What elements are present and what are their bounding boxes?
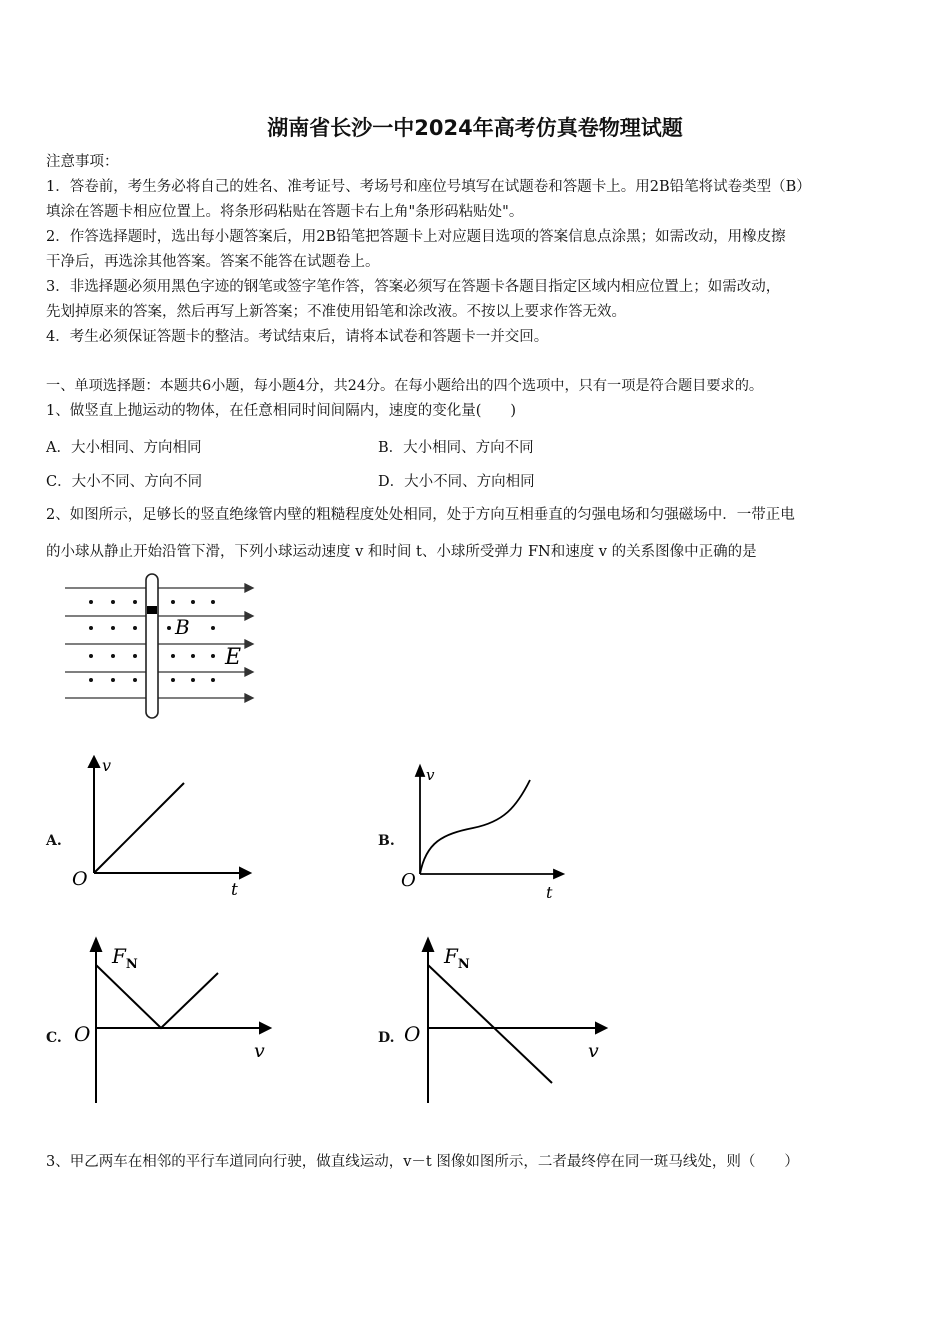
graph-d	[400, 935, 615, 1107]
question-1-stem: 1、做竖直上抛运动的物体，在任意相同时间间隔内，速度的变化量( )	[46, 403, 517, 419]
origin-label: O	[74, 1022, 91, 1046]
v-t-curve	[420, 780, 530, 874]
graph-b	[398, 762, 578, 904]
fn-axis-label: $F_N$	[112, 944, 138, 972]
option-c: C．大小不同、方向不同	[46, 474, 203, 490]
graph-b-label: B.	[378, 833, 395, 849]
option-d: D．大小不同、方向相同	[378, 474, 535, 490]
notice-line: 4．考生必须保证答题卡的整洁。考试结束后，请将本试卷和答题卡一并交回。	[46, 329, 549, 345]
option-a: A．大小相同、方向相同	[46, 440, 202, 456]
option-b: B．大小相同、方向不同	[378, 440, 534, 456]
notice-line: 1．答卷前，考生务必将自己的姓名、准考证号、考场号和座位号填写在试题卷和答题卡上。用2B铅笔将试卷类型（B）	[46, 179, 811, 195]
t-axis-label: t	[546, 883, 553, 902]
notice-heading: 注意事项：	[46, 154, 119, 170]
t-axis-label: t	[231, 880, 238, 900]
fn-axis-label: $F_N$	[444, 944, 470, 972]
graph-c-label: C.	[46, 1030, 62, 1046]
charged-ball	[147, 606, 157, 614]
electric-field-label: E	[225, 645, 242, 670]
origin-label: O	[72, 868, 88, 890]
magnetic-field-label: B	[175, 615, 190, 639]
section-heading: 一、单项选择题：本题共6小题，每小题4分，共24分。在每小题给出的四个选项中，只有一项是符合题目要求的。	[46, 378, 764, 394]
field-tube-figure	[55, 570, 265, 730]
insulating-tube	[146, 574, 158, 718]
graph-d-label: D.	[378, 1030, 395, 1046]
question-2-stem-line1: 2、如图所示，足够长的竖直绝缘管内壁的粗糙程度处处相同，处于方向互相垂直的匀强电场和匀强磁场中．一带正电	[46, 507, 795, 523]
v-axis-label: v	[254, 1040, 265, 1062]
graph-a-label: A.	[46, 833, 62, 849]
notice-line: 干净后，再选涂其他答案。答案不能答在试题卷上。	[46, 254, 380, 270]
v-axis-label: v	[102, 756, 112, 775]
v-t-line	[94, 783, 184, 873]
notice-line: 2．作答选择题时，选出每小题答案后，用2B铅笔把答题卡上对应题目选项的答案信息点涂黑；如需改动，用橡皮擦	[46, 229, 786, 245]
notice-line: 填涂在答题卡相应位置上。将条形码粘贴在答题卡右上角"条形码粘贴处"。	[46, 204, 524, 220]
graph-a	[68, 755, 258, 903]
v-axis-label: v	[426, 766, 435, 784]
v-axis-label: v	[588, 1040, 599, 1062]
graph-c	[68, 935, 278, 1107]
question-2-stem-line2: 的小球从静止开始沿管下滑，下列小球运动速度 v 和时间 t、小球所受弹力 FN和速度 v 的关系图像中正确的是	[46, 544, 757, 560]
notice-line: 3．非选择题必须用黑色字迹的钢笔或签字笔作答，答案必须写在答题卡各题目指定区域内相应位置上；如需改动，	[46, 279, 781, 295]
page-title: 湖南省长沙一中2024年高考仿真卷物理试题	[267, 116, 683, 140]
question-3-stem: 3、甲乙两车在相邻的平行车道同向行驶，做直线运动，v－t 图像如图所示，二者最终停在同一斑马线处，则（ ）	[46, 1154, 799, 1170]
origin-label: O	[401, 870, 416, 891]
fn-v-line	[428, 965, 552, 1083]
fn-v-line	[96, 965, 218, 1028]
notice-line: 先划掉原来的答案，然后再写上新答案；不准使用铅笔和涂改液。不按以上要求作答无效。	[46, 304, 626, 320]
origin-label: O	[404, 1022, 421, 1046]
